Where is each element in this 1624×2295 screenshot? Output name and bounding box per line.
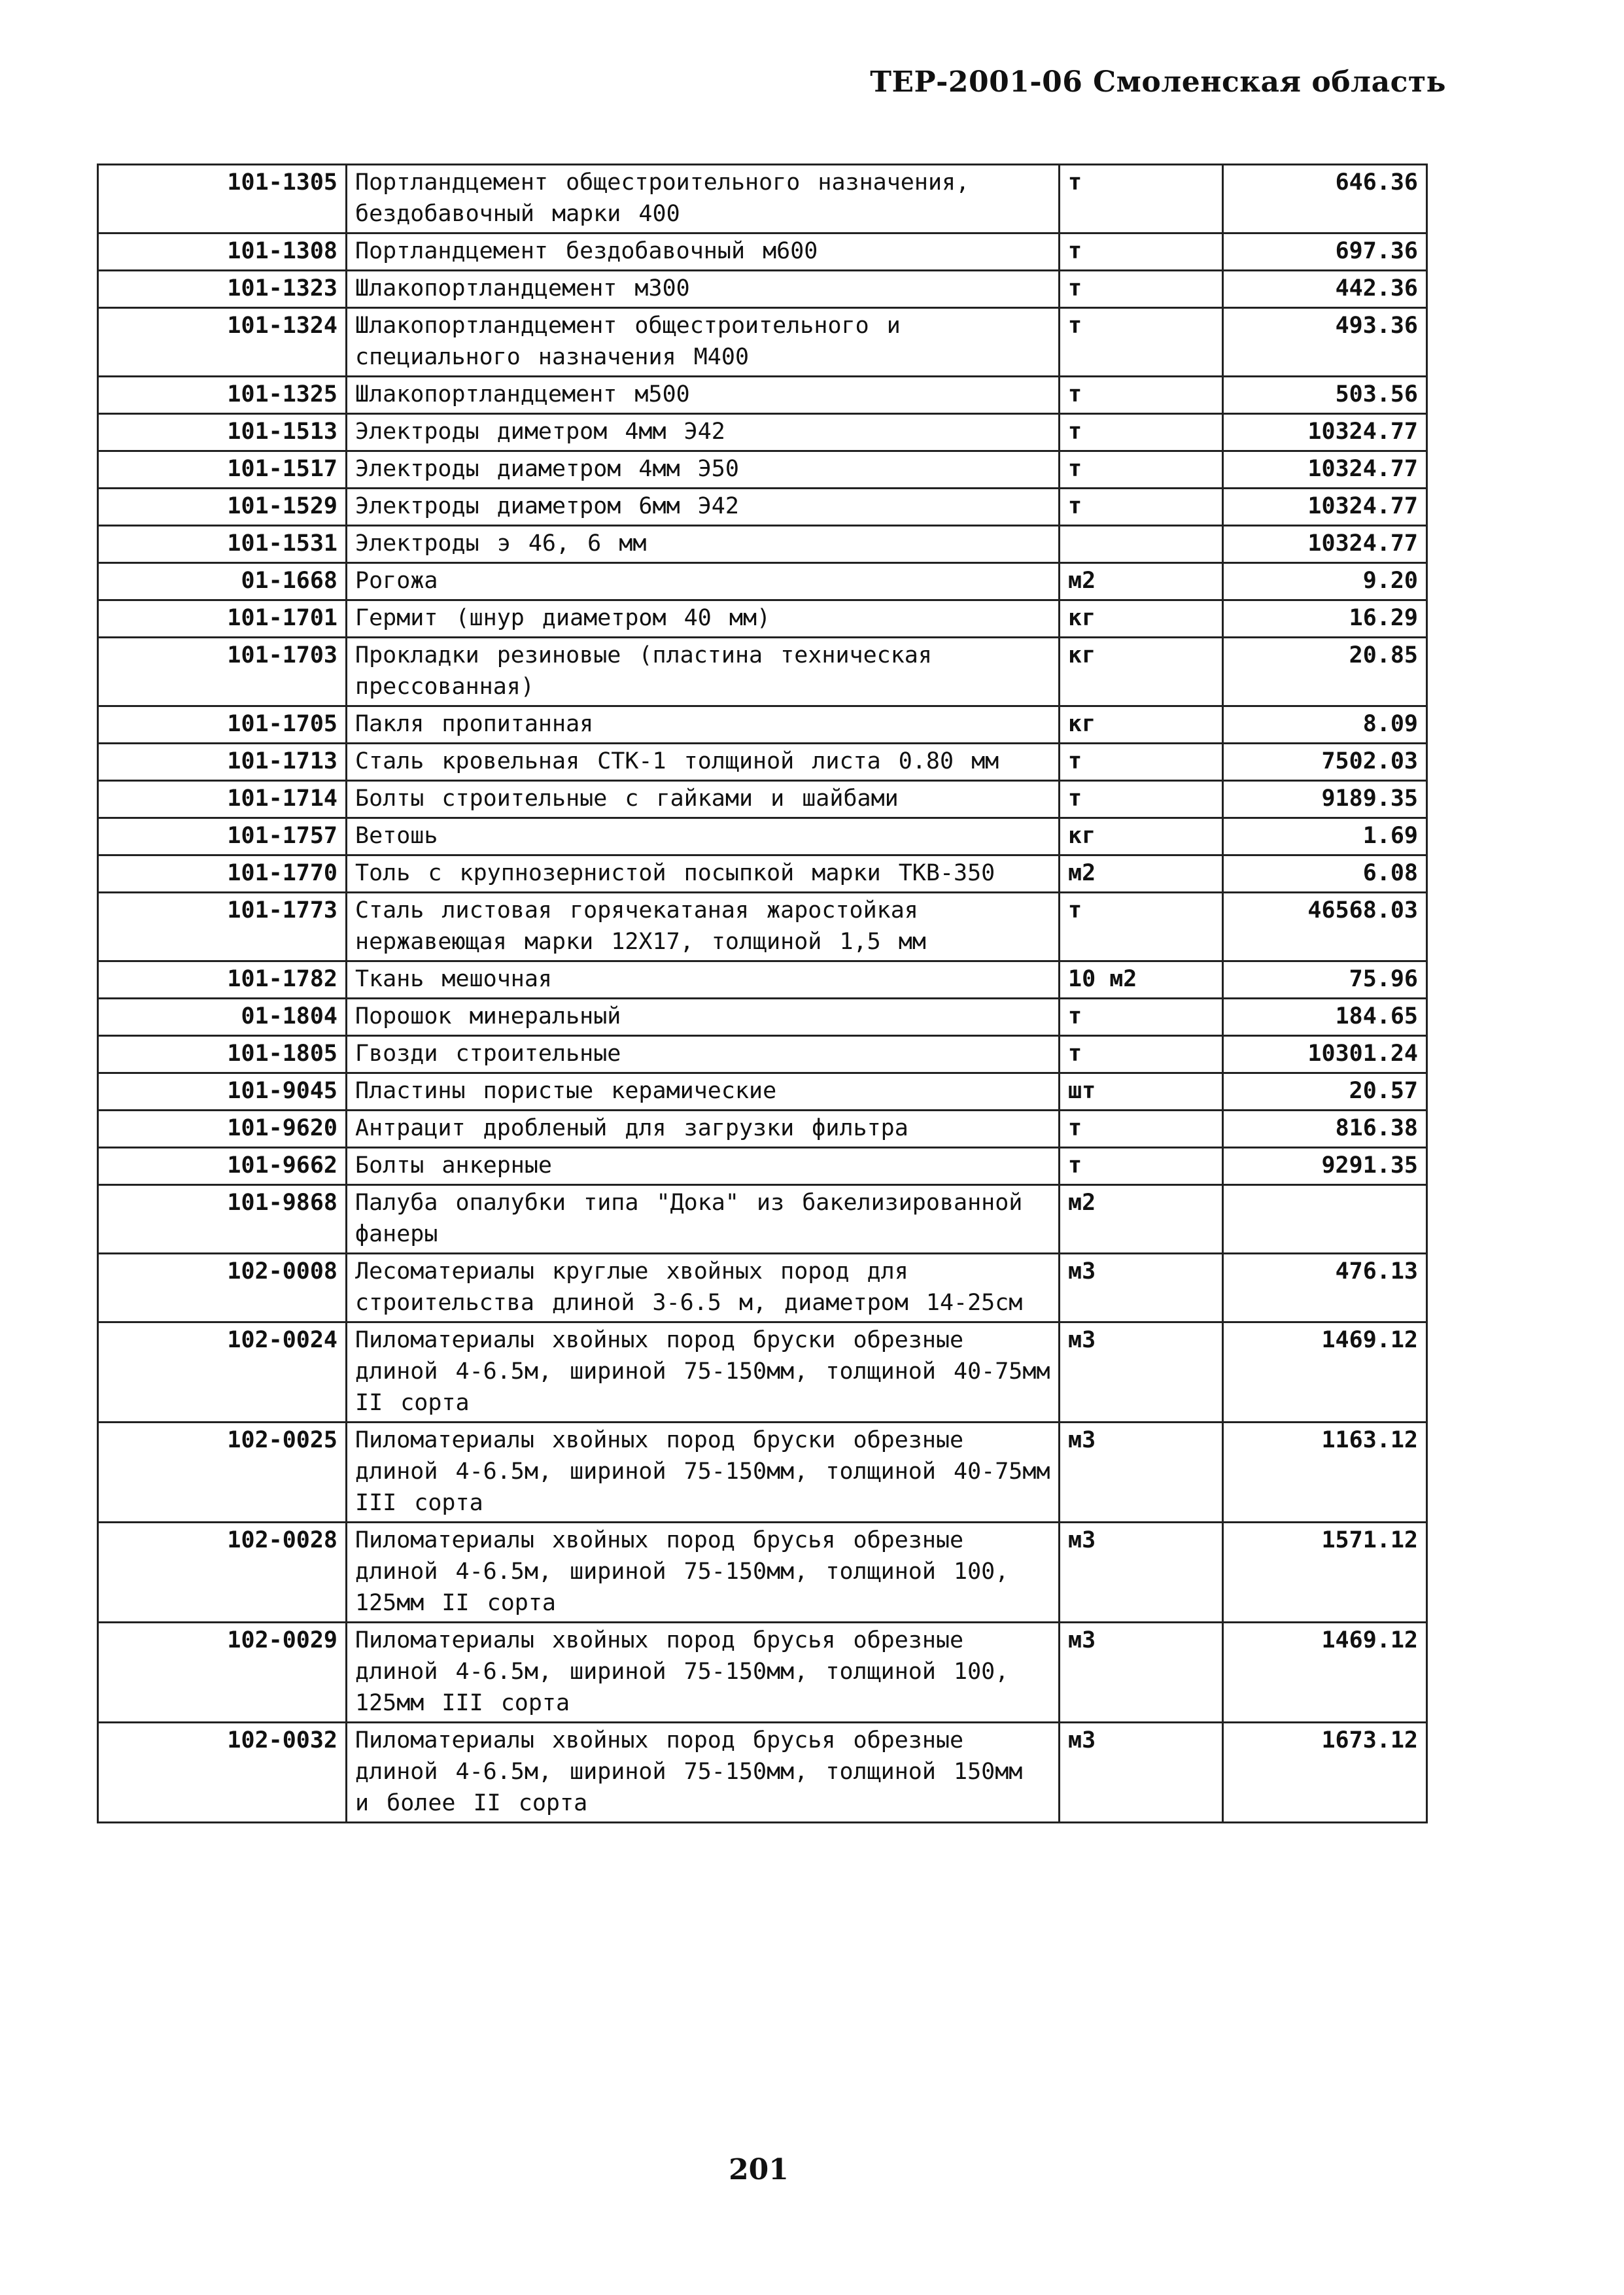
unit-of-measure: м2 (1060, 563, 1223, 600)
table-row (98, 781, 1427, 818)
page-header-title: ТЕР-2001-06 Смоленская область (870, 65, 1446, 99)
table-row (98, 377, 1427, 414)
unit-of-measure: кг (1060, 818, 1223, 855)
resource-code: 101-1517 (98, 451, 347, 489)
unit-of-measure: м3 (1060, 1723, 1223, 1823)
resource-name: Гермит (шнур диаметром 40 мм) (347, 600, 1060, 638)
table-row (98, 1073, 1427, 1111)
resource-name: Палуба опалубки типа "Дока" из бакелизированной фанеры (347, 1185, 1060, 1254)
table-row (98, 414, 1427, 451)
resource-name: Шлакопортландцемент м500 (347, 377, 1060, 414)
unit-of-measure: м3 (1060, 1523, 1223, 1623)
table-row (98, 818, 1427, 855)
unit-of-measure: т (1060, 744, 1223, 781)
unit-of-measure: кг (1060, 638, 1223, 706)
resource-code: 101-1305 (98, 165, 347, 233)
table-row (98, 855, 1427, 893)
table-row (98, 233, 1427, 271)
table-row (98, 563, 1427, 600)
resource-name: Пиломатериалы хвойных пород бруски обрезные длиной 4-6.5м, шириной 75-150мм, толщиной 40-75мм III сорта (347, 1423, 1060, 1523)
table-body (98, 165, 1427, 1823)
table-row (98, 1036, 1427, 1073)
resource-code: 101-9620 (98, 1111, 347, 1148)
resource-name: Сталь кровельная СТК-1 толщиной листа 0.80 мм (347, 744, 1060, 781)
table-row (98, 165, 1427, 233)
unit-of-measure: м3 (1060, 1423, 1223, 1523)
resource-name: Гвозди строительные (347, 1036, 1060, 1073)
resource-code: 101-1805 (98, 1036, 347, 1073)
table-row (98, 999, 1427, 1036)
resource-name: Пластины пористые керамические (347, 1073, 1060, 1111)
resource-code: 01-1804 (98, 999, 347, 1036)
unit-of-measure: кг (1060, 706, 1223, 744)
unit-price: 20.57 (1223, 1073, 1427, 1111)
unit-of-measure: т (1060, 165, 1223, 233)
resource-code: 102-0025 (98, 1423, 347, 1523)
resource-code: 101-1757 (98, 818, 347, 855)
resource-name: Электроды диаметром 4мм Э50 (347, 451, 1060, 489)
unit-price: 10324.77 (1223, 526, 1427, 563)
unit-of-measure: шт (1060, 1073, 1223, 1111)
resource-name: Толь с крупнозернистой посыпкой марки ТКВ-350 (347, 855, 1060, 893)
unit-of-measure: т (1060, 489, 1223, 526)
unit-price: 10301.24 (1223, 1036, 1427, 1073)
resource-name: Электроды диметром 4мм Э42 (347, 414, 1060, 451)
unit-price: 8.09 (1223, 706, 1427, 744)
unit-price: 816.38 (1223, 1111, 1427, 1148)
resource-code: 101-1529 (98, 489, 347, 526)
resource-code: 102-0032 (98, 1723, 347, 1823)
unit-of-measure: м2 (1060, 855, 1223, 893)
unit-price: 6.08 (1223, 855, 1427, 893)
table-row (98, 489, 1427, 526)
unit-price: 75.96 (1223, 961, 1427, 999)
unit-price: 646.36 (1223, 165, 1427, 233)
table-row (98, 308, 1427, 377)
unit-of-measure (1060, 526, 1223, 563)
unit-of-measure: 10 м2 (1060, 961, 1223, 999)
resource-code: 101-9045 (98, 1073, 347, 1111)
unit-price: 1469.12 (1223, 1623, 1427, 1723)
unit-price: 1469.12 (1223, 1322, 1427, 1423)
unit-price: 476.13 (1223, 1254, 1427, 1322)
resource-name: Шлакопортландцемент м300 (347, 271, 1060, 308)
unit-of-measure: т (1060, 893, 1223, 961)
resource-name: Болты строительные с гайками и шайбами (347, 781, 1060, 818)
resource-name: Антрацит дробленый для загрузки фильтра (347, 1111, 1060, 1148)
unit-price: 1.69 (1223, 818, 1427, 855)
resource-name: Рогожа (347, 563, 1060, 600)
unit-price: 7502.03 (1223, 744, 1427, 781)
resource-code: 101-1713 (98, 744, 347, 781)
unit-price: 442.36 (1223, 271, 1427, 308)
table-row (98, 1185, 1427, 1254)
unit-of-measure: м2 (1060, 1185, 1223, 1254)
table-row (98, 1111, 1427, 1148)
page-number: 201 (729, 2153, 789, 2186)
unit-price: 16.29 (1223, 600, 1427, 638)
resource-name: Пиломатериалы хвойных пород брусья обрезные длиной 4-6.5м, шириной 75-150мм, толщиной 150мм и более II сорта (347, 1723, 1060, 1823)
unit-price: 1673.12 (1223, 1723, 1427, 1823)
unit-of-measure: т (1060, 377, 1223, 414)
resource-name: Пакля пропитанная (347, 706, 1060, 744)
unit-of-measure: т (1060, 999, 1223, 1036)
resource-name: Пиломатериалы хвойных пород брусья обрезные длиной 4-6.5м, шириной 75-150мм, толщиной 100, 125мм II сорта (347, 1523, 1060, 1623)
resource-name: Сталь листовая горячекатаная жаростойкая нержавеющая марки 12Х17, толщиной 1,5 мм (347, 893, 1060, 961)
table-row (98, 1322, 1427, 1423)
unit-of-measure: т (1060, 451, 1223, 489)
resource-name: Портландцемент общестроительного назначения, бездобавочный марки 400 (347, 165, 1060, 233)
table-row (98, 526, 1427, 563)
unit-of-measure: т (1060, 781, 1223, 818)
resource-code: 101-1513 (98, 414, 347, 451)
unit-price: 9189.35 (1223, 781, 1427, 818)
materials-price-table (97, 164, 1428, 1823)
resource-code: 102-0024 (98, 1322, 347, 1423)
resource-code: 101-1308 (98, 233, 347, 271)
unit-price: 10324.77 (1223, 489, 1427, 526)
resource-code: 101-1531 (98, 526, 347, 563)
resource-name: Ткань мешочная (347, 961, 1060, 999)
resource-code: 101-1782 (98, 961, 347, 999)
unit-of-measure: т (1060, 1148, 1223, 1185)
unit-of-measure: м3 (1060, 1254, 1223, 1322)
resource-code: 101-1714 (98, 781, 347, 818)
resource-name: Порошок минеральный (347, 999, 1060, 1036)
unit-of-measure: т (1060, 233, 1223, 271)
resource-code: 101-1701 (98, 600, 347, 638)
resource-code: 102-0028 (98, 1523, 347, 1623)
unit-of-measure: т (1060, 414, 1223, 451)
unit-price: 1571.12 (1223, 1523, 1427, 1623)
unit-price (1223, 1185, 1427, 1254)
unit-price: 184.65 (1223, 999, 1427, 1036)
table-row (98, 1523, 1427, 1623)
unit-price: 20.85 (1223, 638, 1427, 706)
table-row (98, 1623, 1427, 1723)
unit-of-measure: т (1060, 1111, 1223, 1148)
resource-name: Прокладки резиновые (пластина техническая прессованная) (347, 638, 1060, 706)
unit-price: 493.36 (1223, 308, 1427, 377)
unit-price: 9.20 (1223, 563, 1427, 600)
unit-price: 9291.35 (1223, 1148, 1427, 1185)
resource-code: 101-1773 (98, 893, 347, 961)
table-row (98, 893, 1427, 961)
unit-price: 1163.12 (1223, 1423, 1427, 1523)
resource-code: 101-1323 (98, 271, 347, 308)
resource-code: 01-1668 (98, 563, 347, 600)
table-row (98, 744, 1427, 781)
resource-name: Пиломатериалы хвойных пород брусья обрезные длиной 4-6.5м, шириной 75-150мм, толщиной 100, 125мм III сорта (347, 1623, 1060, 1723)
resource-code: 101-1705 (98, 706, 347, 744)
unit-price: 10324.77 (1223, 414, 1427, 451)
table-row (98, 1423, 1427, 1523)
unit-of-measure: т (1060, 271, 1223, 308)
unit-of-measure: т (1060, 1036, 1223, 1073)
resource-name: Электроды э 46, 6 мм (347, 526, 1060, 563)
resource-code: 102-0029 (98, 1623, 347, 1723)
resource-name: Болты анкерные (347, 1148, 1060, 1185)
unit-of-measure: м3 (1060, 1322, 1223, 1423)
table-row (98, 961, 1427, 999)
unit-of-measure: кг (1060, 600, 1223, 638)
unit-of-measure: м3 (1060, 1623, 1223, 1723)
table-row (98, 600, 1427, 638)
resource-code: 101-1770 (98, 855, 347, 893)
resource-name: Электроды диаметром 6мм Э42 (347, 489, 1060, 526)
resource-name: Портландцемент бездобавочный м600 (347, 233, 1060, 271)
resource-code: 101-1325 (98, 377, 347, 414)
unit-price: 10324.77 (1223, 451, 1427, 489)
unit-price: 46568.03 (1223, 893, 1427, 961)
resource-code: 101-9662 (98, 1148, 347, 1185)
table-row (98, 271, 1427, 308)
unit-price: 697.36 (1223, 233, 1427, 271)
table-row (98, 451, 1427, 489)
unit-of-measure: т (1060, 308, 1223, 377)
resource-name: Шлакопортландцемент общестроительного и специального назначения М400 (347, 308, 1060, 377)
resource-code: 101-1324 (98, 308, 347, 377)
table-row (98, 1254, 1427, 1322)
table-row (98, 1148, 1427, 1185)
resource-name: Ветошь (347, 818, 1060, 855)
resource-name: Пиломатериалы хвойных пород бруски обрезные длиной 4-6.5м, шириной 75-150мм, толщиной 40-75мм II сорта (347, 1322, 1060, 1423)
resource-name: Лесоматериалы круглые хвойных пород для строительства длиной 3-6.5 м, диаметром 14-25см (347, 1254, 1060, 1322)
table-row (98, 638, 1427, 706)
table-row (98, 706, 1427, 744)
resource-code: 101-9868 (98, 1185, 347, 1254)
unit-price: 503.56 (1223, 377, 1427, 414)
resource-code: 101-1703 (98, 638, 347, 706)
resource-code: 102-0008 (98, 1254, 347, 1322)
table-row (98, 1723, 1427, 1823)
